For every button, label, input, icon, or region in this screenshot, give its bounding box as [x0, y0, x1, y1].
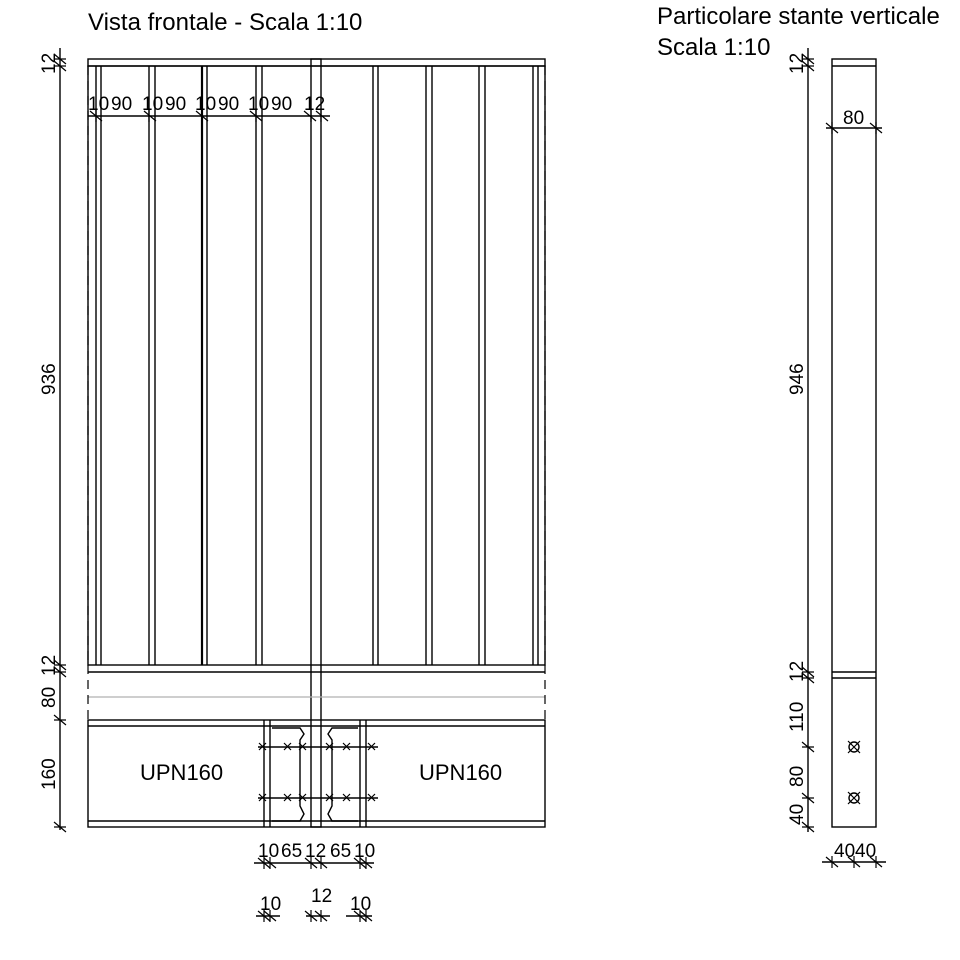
left-dim-band: 80	[39, 686, 60, 708]
panel-frame	[88, 66, 545, 665]
top-dim-8: 90	[271, 94, 293, 115]
detail-dim-40: 40	[787, 803, 808, 825]
bottom-dim-lower-3: 10	[350, 894, 372, 915]
splice-joint	[258, 720, 378, 827]
left-dim-panel: 936	[39, 363, 60, 395]
left-dim-top-plate: 12	[39, 52, 60, 74]
central-post	[311, 59, 321, 827]
vertical-slats	[96, 66, 538, 665]
detail-view-title-line2: Scala 1:10	[657, 34, 771, 61]
top-dim-5: 10	[195, 94, 217, 115]
left-dimension-chain	[39, 48, 66, 832]
detail-width-dim: 80	[843, 108, 865, 129]
detail-dim-plate: 12	[787, 660, 808, 682]
bolt-hole-icon	[848, 792, 860, 804]
detail-dim-110: 110	[787, 701, 808, 732]
beam-right-label: UPN160	[419, 760, 503, 785]
detail-bottom-dim-2: 40	[855, 841, 877, 862]
top-dim-9: 12	[304, 94, 326, 115]
front-view	[39, 9, 545, 922]
detail-view	[657, 3, 940, 868]
top-dim-3: 10	[142, 94, 164, 115]
vertical-post	[832, 59, 876, 827]
beam-left-label: UPN160	[140, 760, 224, 785]
detail-dim-height: 946	[787, 363, 808, 395]
bottom-dim-5: 10	[354, 841, 376, 862]
bottom-dim-2: 65	[281, 841, 303, 862]
top-dim-4: 90	[165, 94, 187, 115]
detail-view-title-line1: Particolare stante verticale	[657, 3, 940, 30]
detail-dim-top: 12	[787, 52, 808, 74]
detail-left-dimension-chain	[787, 48, 814, 832]
bottom-dim-lower-1: 10	[260, 894, 282, 915]
top-dimension-chain	[88, 94, 330, 122]
top-dim-1: 10	[88, 94, 110, 115]
detail-bottom-dimension-chain	[822, 841, 886, 868]
detail-width-dimension	[826, 108, 882, 134]
top-dim-6: 90	[218, 94, 240, 115]
bolt-hole-icon	[848, 741, 860, 753]
bottom-dim-lower-2: 12	[311, 886, 333, 907]
bottom-dimension-chain	[254, 841, 375, 922]
left-dim-beam: 160	[39, 758, 60, 790]
top-plate	[88, 59, 545, 66]
front-view-title: Vista frontale - Scala 1:10	[88, 9, 363, 36]
bottom-dim-4: 65	[330, 841, 352, 862]
detail-bottom-dim-1: 40	[834, 841, 856, 862]
left-dim-mid-plate: 12	[39, 654, 60, 676]
bottom-dim-3: 12	[305, 841, 327, 862]
top-dim-7: 10	[248, 94, 270, 115]
detail-dim-80: 80	[787, 765, 808, 787]
top-dim-2: 90	[111, 94, 133, 115]
bottom-dim-1: 10	[258, 841, 280, 862]
